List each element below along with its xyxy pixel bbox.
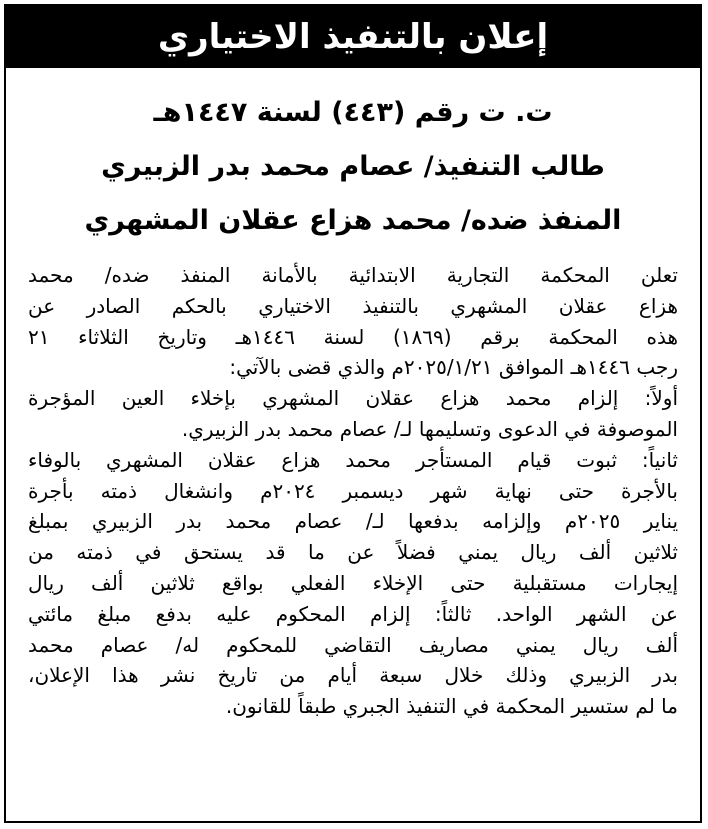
body-line: عن الشهر الواحد. ثالثاً: إلزام المحكوم عليه بدفع مبلغ مائتي	[28, 601, 678, 626]
execution-respondent: المنفذ ضده/ محمد هزاع عقلان المشهري	[84, 205, 622, 236]
body-line: بالأجرة حتى نهاية شهر ديسمبر ٢٠٢٤م وانشغال ذمته بأجرة	[28, 478, 678, 503]
body-line: ثانياً: ثبوت قيام المستأجر محمد هزاع عقلان المشهري بالوفاء	[28, 447, 678, 472]
body-line: تعلن المحكمة التجارية الابتدائية بالأمانة المنفذ ضده/ محمد	[28, 263, 678, 287]
body-line: ثلاثين ألف ريال يمني فضلاً عن ما قد يستحق في ذمته من	[28, 540, 678, 565]
body-line: هزاع عقلان المشهري بالتنفيذ الاختياري بالحكم الصادر عن	[28, 293, 678, 318]
body-line: إيجارات مستقبلية حتى الإخلاء الفعلي بواقع ثلاثين ألف ريال	[28, 570, 678, 595]
body-line: يناير ٢٠٢٥م وإلزامه بدفعها لـ/ عصام محمد بدر الزبيري بمبلغ	[28, 509, 678, 534]
announcement-title: إعلان بالتنفيذ الاختياري	[157, 17, 549, 57]
body-line: ألف ريال يمني مصاريف التقاضي للمحكوم له/ عصام محمد	[28, 632, 678, 657]
announcement-body	[28, 260, 678, 722]
body-line: أولاً: إلزام محمد هزاع عقلان المشهري بإخلاء العين المؤجرة	[28, 386, 678, 411]
case-headings	[6, 68, 700, 248]
body-line: بدر الزبيري وذلك خلال سبعة أيام من تاريخ نشر هذا الإعلان،	[28, 663, 678, 688]
body-line: رجب ١٤٤٦هـ الموافق ٢٠٢٥/١/٢١م والذي قضى بالآتي:	[229, 355, 678, 380]
announcement-banner	[6, 6, 700, 68]
body-line: ما لم ستسير المحكمة في التنفيذ الجبري طبقاً للقانون.	[225, 694, 678, 719]
execution-applicant: طالب التنفيذ/ عصام محمد بدر الزبيري	[101, 151, 605, 182]
announcement-notice	[4, 4, 702, 823]
body-line: هذه المحكمة برقم (١٨٦٩) لسنة ١٤٤٦هـ وتاريخ الثلاثاء ٢١	[28, 324, 678, 349]
case-number: ت. ت رقم (٤٤٣) لسنة ١٤٤٧هـ	[153, 97, 553, 128]
body-line: الموصوفة في الدعوى وتسليمها لـ/ عصام محمد بدر الزبيري.	[181, 416, 678, 441]
